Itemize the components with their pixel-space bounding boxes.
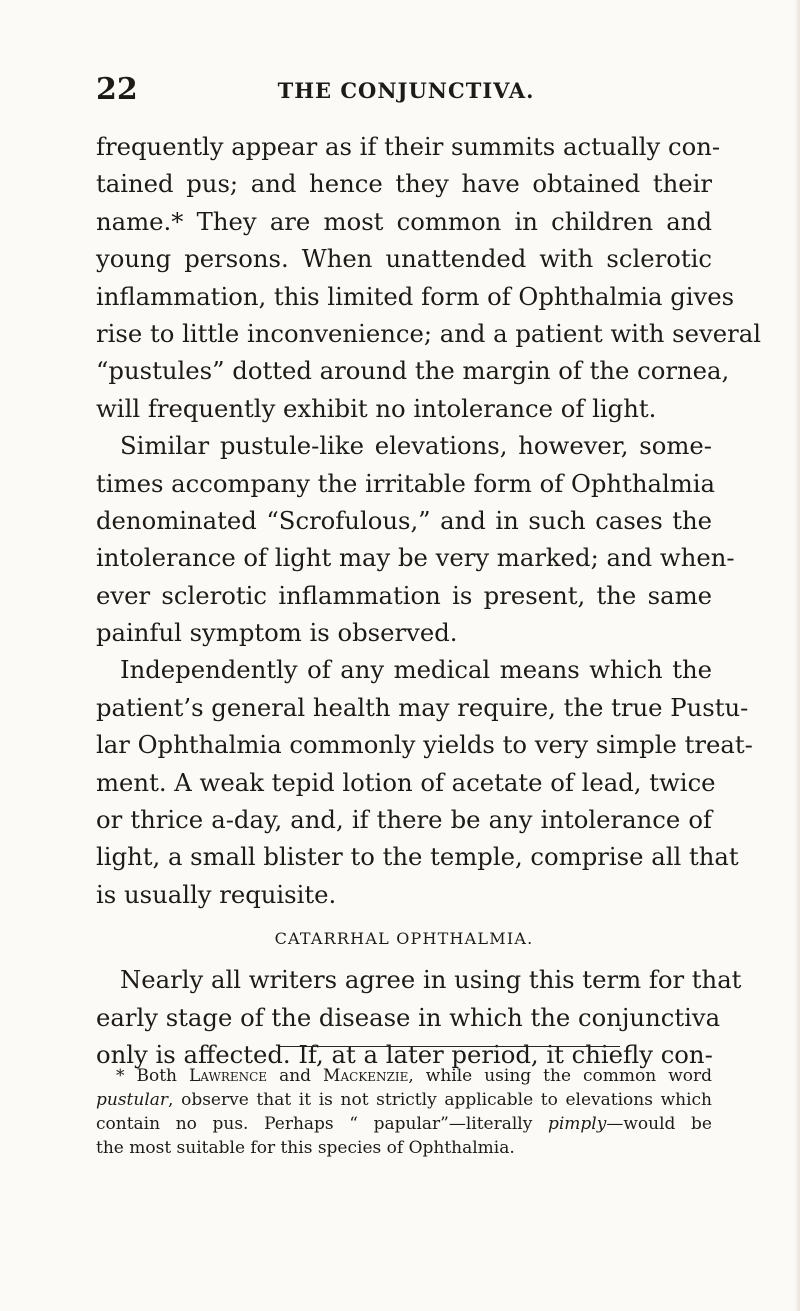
italic-term: pustular [96,1090,169,1110]
text-line: Independently of any medical means which the [120,655,712,685]
footnote-line [96,1064,712,1088]
section-heading: CATARRHAL OPHTHALMIA. [274,929,534,949]
footnote-text: , observe that it is not strictly applicable to elevations which [168,1090,712,1110]
text-line: patient’s general health may require, the true Pustu- [96,692,749,722]
page-edge-shadow [794,0,800,1311]
text-line: lar Ophthalmia commonly yields to very simple treat- [96,730,753,760]
text-line: times accompany the irritable form of Ophthalmia [96,468,716,498]
text-line: Nearly all writers agree in using this term for that [120,965,742,995]
footnote-line [96,1112,712,1136]
footnote-text: , while using the common word [408,1066,712,1086]
text-line: or thrice a-day, and, if there be any intolerance of [96,805,712,835]
footnote-divider [280,1046,620,1047]
text-line: frequently appear as if their summits actually con- [96,132,721,161]
footnote-text: contain no pus. Perhaps “ papular”—literally [96,1114,548,1134]
text-line: light, a small blister to the temple, comprise all that [96,842,739,872]
text-line: Similar pustule-like elevations, however, some- [120,431,712,461]
text-line: rise to little inconvenience; and a patient with several [96,318,761,348]
text-line: “pustules” dotted around the margin of the cornea, [96,356,730,386]
italic-term: pimply [547,1114,607,1134]
text-line: is usually requisite. [96,879,337,909]
text-line: name.* They are most common in children and [96,206,712,236]
running-title: THE CONJUNCTIVA. [277,78,535,103]
text-line: only is affected. If, at a later period, it chiefly con- [96,1039,713,1069]
text-line: early stage of the disease in which the conjunctiva [96,1002,721,1032]
page-header [96,72,716,112]
page-number: 22 [96,72,138,107]
footnote-text: and [267,1066,324,1086]
author-name: Lawrence [189,1066,268,1086]
text-line: ment. A weak tepid lotion of acetate of lead, twice [96,767,716,797]
body-text [96,128,761,1073]
footnote-line: the most suitable for this species of Ophthalmia. [96,1138,515,1158]
author-name: Mackenzie [323,1066,409,1086]
text-line: tained pus; and hence they have obtained their [96,169,712,199]
text-line: ever sclerotic inflammation is present, the same [96,580,712,610]
footnote-text: * Both [116,1066,190,1086]
footnote [96,1064,712,1160]
text-line: denominated “Scrofulous,” and in such cases the [96,505,712,535]
text-line: young persons. When unattended with sclerotic [96,244,712,274]
text-line: intolerance of light may be very marked; and when- [96,543,735,573]
text-line: inflammation, this limited form of Ophthalmia gives [96,281,735,311]
footnote-text: —would be [606,1114,712,1134]
footnote-line [96,1088,712,1112]
text-line: painful symptom is observed. [96,618,458,648]
text-line: will frequently exhibit no intolerance of light. [96,393,657,423]
